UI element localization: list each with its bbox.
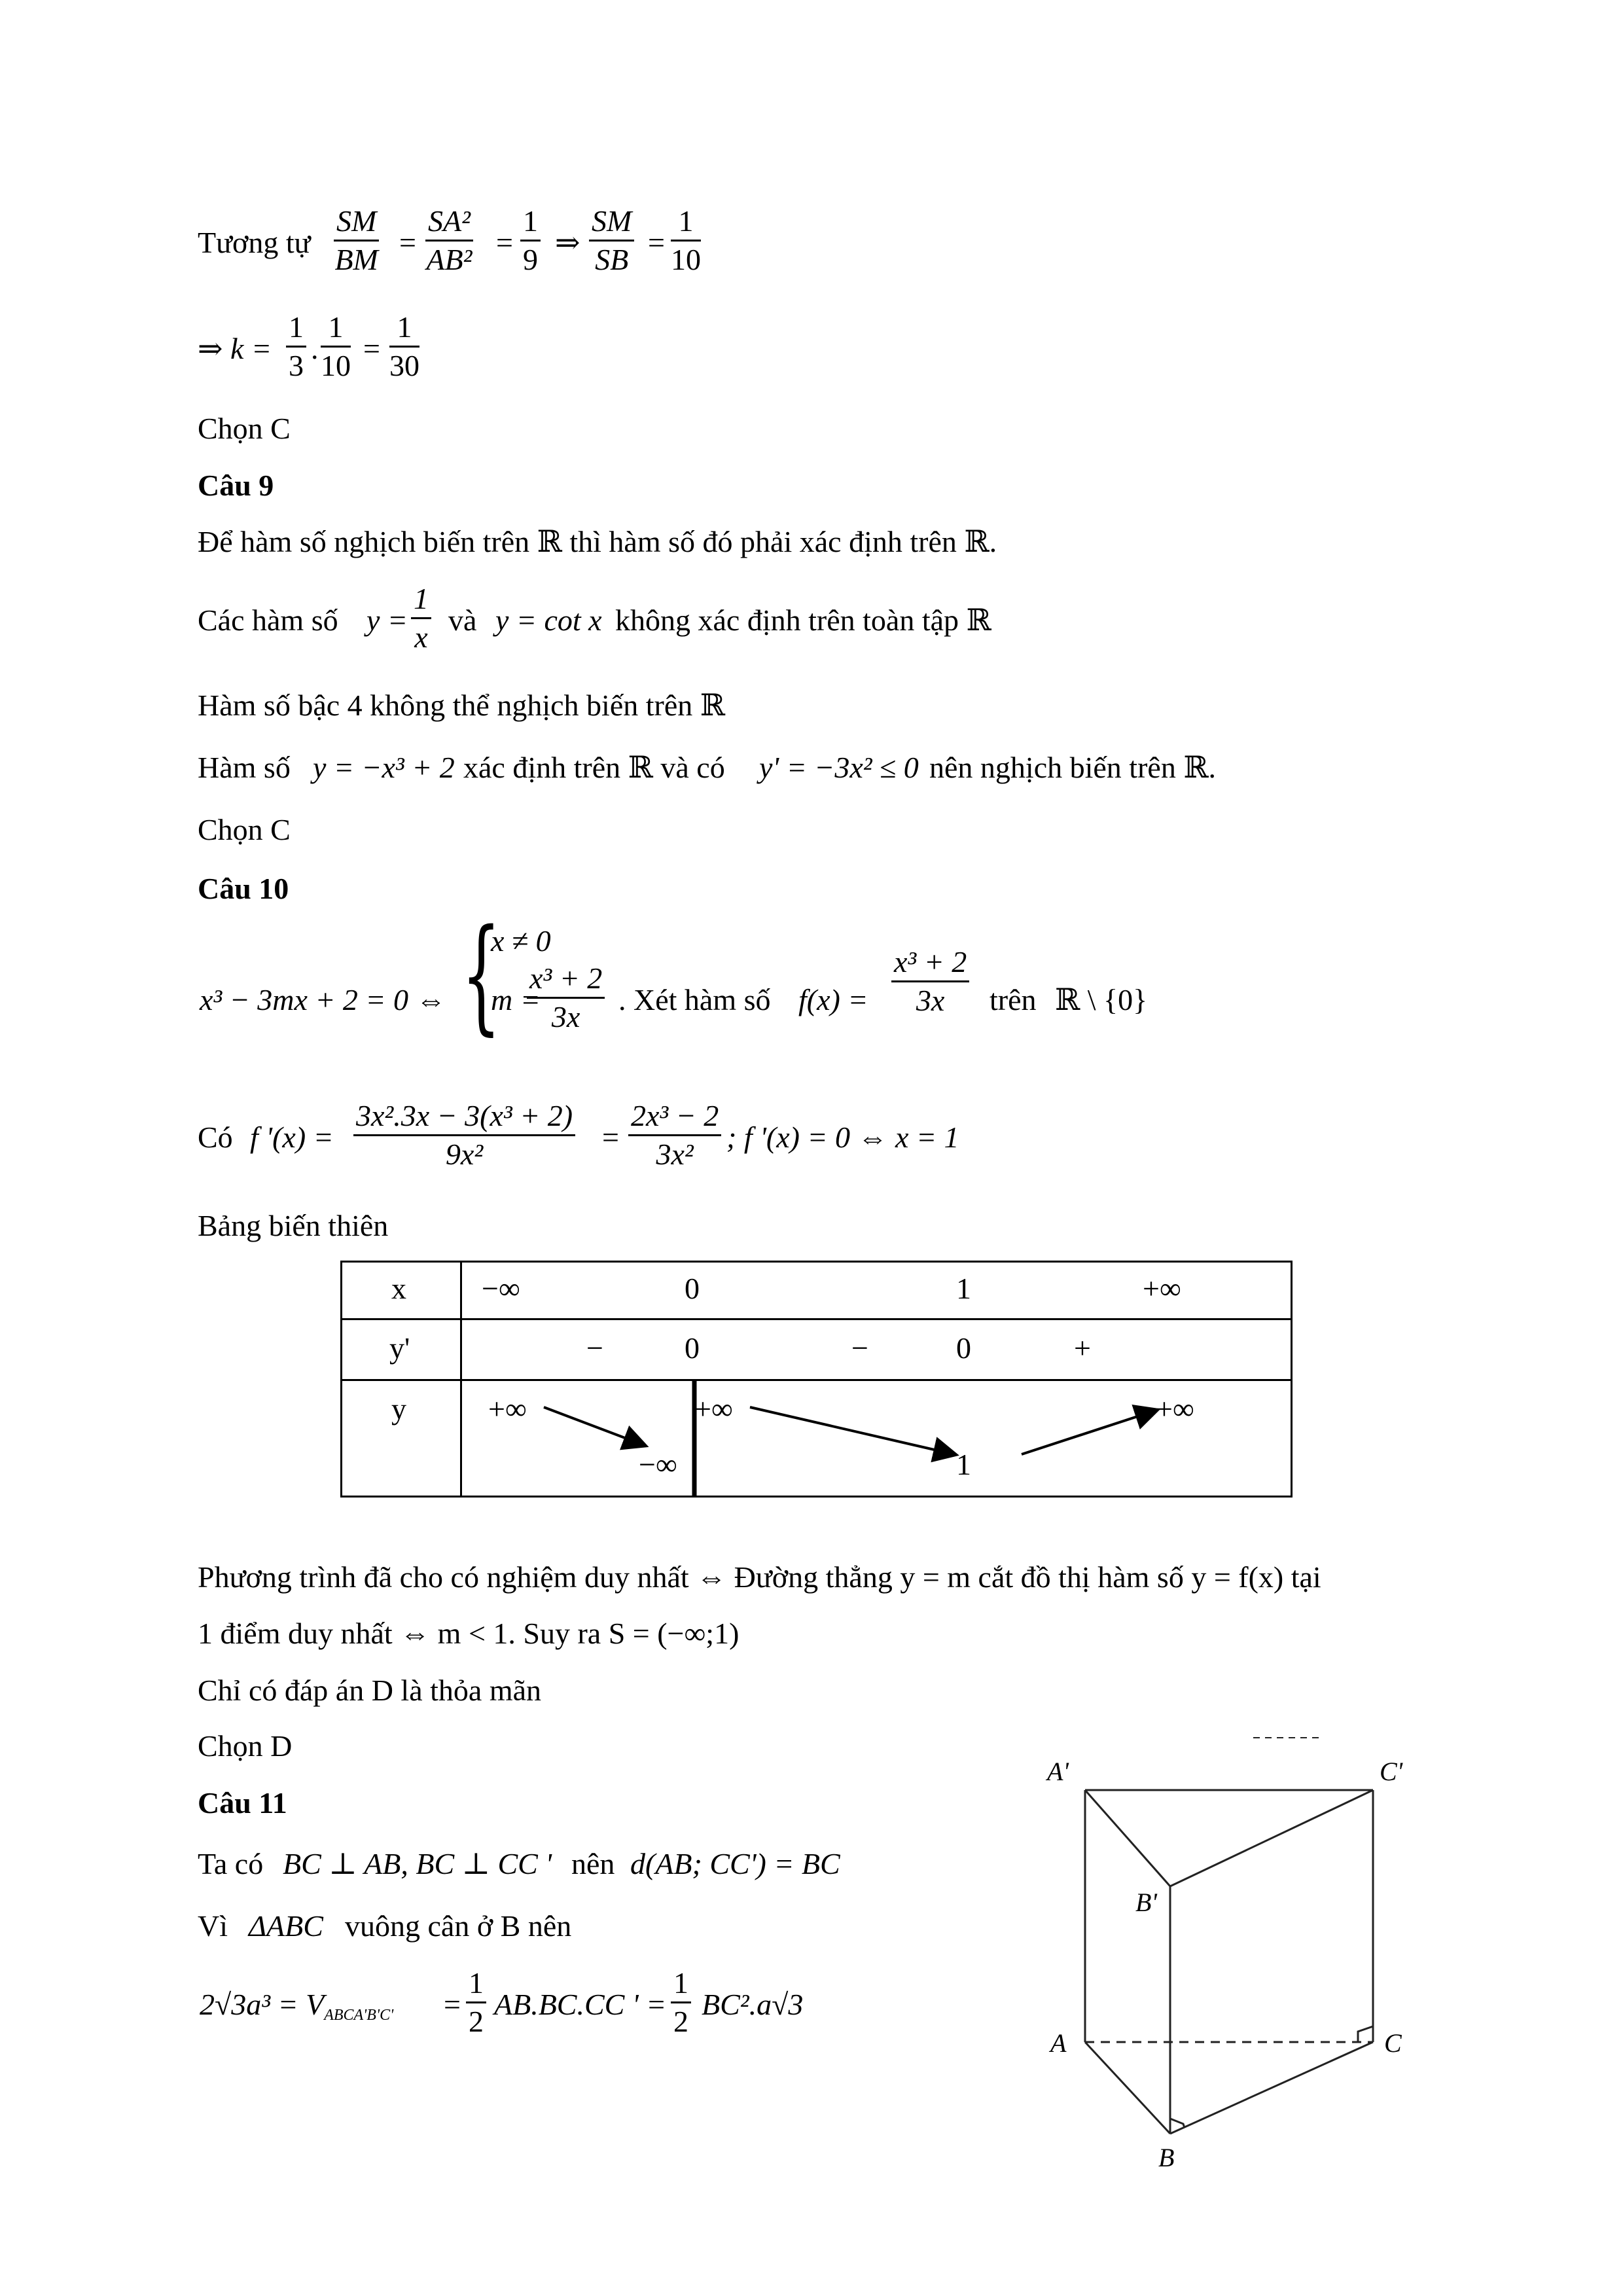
frac-1-10: $\frac{1}{10}$ xyxy=(671,204,701,276)
right-angle-c xyxy=(1358,2026,1373,2042)
cau11-p1-mid: nên xyxy=(571,1847,615,1880)
arrow-down-2 xyxy=(750,1407,954,1454)
frac-1-9: $\frac{1}{9}$ xyxy=(520,203,541,278)
x-zero: 0 xyxy=(685,1272,700,1305)
right-angle-b xyxy=(1170,2119,1185,2128)
x-pos-inf: +∞ xyxy=(1143,1272,1181,1305)
cau9-p2-y: y = xyxy=(366,603,408,637)
label-c: C xyxy=(1384,2028,1402,2058)
edge-a-b xyxy=(1085,2042,1170,2134)
k-expression: ⇒ k = xyxy=(198,332,272,365)
frac-half-1: $\frac{1}{2}$ xyxy=(466,1965,486,2040)
cau11-p1-d: d(AB; CC') = BC xyxy=(630,1847,840,1880)
cau9-p3: Hàm số bậc 4 không thể nghịch biến trên ℝ xyxy=(198,689,725,722)
eq-sign: = xyxy=(363,332,380,365)
yp-zero2: 0 xyxy=(956,1331,971,1365)
arrow-down-1 xyxy=(544,1407,644,1445)
frac-1-10: $\frac{1}{10}$ xyxy=(321,310,351,382)
cau9-heading: Câu 9 xyxy=(198,469,274,502)
frac-1-x: $\frac{1}{x}$ xyxy=(411,581,431,656)
label-ap: A' xyxy=(1047,1757,1069,1786)
cau11-p3-mid: AB.BC.CC ' = xyxy=(494,1988,667,2021)
cau9-p4-post: nên nghịch biến trên ℝ. xyxy=(929,751,1217,784)
cau9-p2-cot: y = cot x xyxy=(495,603,602,637)
cau10-heading: Câu 10 xyxy=(198,872,289,905)
cau10-co: Có xyxy=(198,1121,233,1154)
system-brace: { xyxy=(461,903,501,1047)
y-a: +∞ xyxy=(488,1392,527,1426)
eq-sign: = xyxy=(648,226,665,259)
cau11-p1-pre: Ta có xyxy=(198,1847,264,1880)
variation-arrows xyxy=(462,1381,1293,1496)
x-one: 1 xyxy=(956,1272,971,1305)
cau11-p3-end: BC².a√3 xyxy=(702,1988,804,2021)
cau10-xet: . Xét hàm số xyxy=(618,983,771,1016)
row-y-label: y xyxy=(391,1392,406,1426)
cau10-fp: f '(x) = xyxy=(250,1121,334,1154)
cau10-root: ; f '(x) = 0 ⇔ x = 1 xyxy=(726,1121,959,1154)
eq-sign: = xyxy=(444,1988,461,2021)
x-neg-inf: −∞ xyxy=(482,1272,520,1305)
cau9-p4-pre: Hàm số xyxy=(198,751,291,784)
row-x-label: x xyxy=(391,1272,406,1305)
sys-line2-lhs: m = xyxy=(491,983,541,1016)
frac-fx: $\frac{\text{x³ + 2}}{3x}$ xyxy=(891,944,969,1019)
tuong-tu-label: Tương tự xyxy=(198,226,311,259)
row-yp-label: y' xyxy=(389,1331,410,1365)
cau11-p2-pre: Vì xyxy=(198,1909,228,1943)
eq-sign: = xyxy=(496,226,513,259)
frac-1-30: $\frac{1}{30}$ xyxy=(389,310,419,382)
edge-ap-bp xyxy=(1085,1790,1170,1886)
label-bp: B' xyxy=(1135,1888,1157,1917)
cau9-p4-mid: xác định trên ℝ và có xyxy=(463,751,725,784)
eq-sign: = xyxy=(399,226,416,259)
edge-b-c xyxy=(1170,2042,1373,2134)
label-a: A xyxy=(1050,2028,1067,2058)
cau10-domain: ℝ \ {0} xyxy=(1055,983,1148,1016)
cau9-p2-pre: Các hàm số xyxy=(198,603,338,637)
frac-half-2: $\frac{1}{2}$ xyxy=(671,1965,691,2040)
y-c: +∞ xyxy=(694,1392,733,1426)
yp-zero1: 0 xyxy=(685,1331,700,1365)
cau10-fx: f(x) = xyxy=(798,983,868,1016)
cau11-heading: Câu 11 xyxy=(198,1786,287,1820)
label-cp: C' xyxy=(1380,1757,1403,1786)
cau9-p4-eq: y = −x³ + 2 xyxy=(313,751,455,784)
cau9-chon: Chọn C xyxy=(198,813,291,846)
implies-arrow: ⇒ xyxy=(555,226,580,259)
frac-fp: $\frac{\text{3x².3x − 3(x³ + 2)}}{\text{9x²}}$ xyxy=(353,1098,575,1173)
chon-c-1: Chọn C xyxy=(198,412,291,445)
sys-line1: x ≠ 0 xyxy=(491,924,551,958)
label-b: B xyxy=(1158,2143,1175,2172)
bbt-title: Bảng biến thiên xyxy=(198,1209,389,1242)
cau11-p2-math: ΔABC xyxy=(249,1909,323,1943)
yp-sign2: − xyxy=(851,1331,868,1365)
cau9-p1: Để hàm số nghịch biến trên ℝ thì hàm số đó phải xác định trên ℝ. xyxy=(198,525,997,558)
prism-figure xyxy=(1021,1715,1479,2173)
dot: . xyxy=(311,332,319,365)
eq-sign: = xyxy=(602,1121,619,1154)
frac-sa2-ab2: $\frac{\text{SA²}}{\text{AB²}}$ xyxy=(426,204,473,276)
frac-fp2: $\frac{\text{2x³ − 2}}{\text{3x²}}$ xyxy=(628,1098,721,1173)
frac-sm-bm: $\frac{SM}{BM}$ xyxy=(334,204,378,276)
cau10-p1: Phương trình đã cho có nghiệm duy nhất ⇔ Đường thẳng y = m cắt đồ thị hàm số y = f(x) tại xyxy=(198,1560,1321,1594)
cau11-p3-left: $2√3a^3 = V_{ABCA'B'C'}$ xyxy=(200,1988,394,2024)
cau10-p3: Chỉ có đáp án D là thỏa mãn xyxy=(198,1674,542,1707)
yp-sign3: + xyxy=(1074,1331,1091,1365)
variation-table xyxy=(340,1261,1293,1498)
cau9-p4-der: y' = −3x² ≤ 0 xyxy=(759,751,919,784)
cau10-p2: 1 điểm duy nhất ⇔ m < 1. Suy ra S = (−∞;1) xyxy=(198,1617,740,1650)
cau11-p1-math: BC ⊥ AB, BC ⊥ CC ' xyxy=(283,1847,552,1880)
edge-bp-cp xyxy=(1170,1790,1373,1886)
yp-sign1: − xyxy=(586,1331,603,1365)
y-d: 1 xyxy=(956,1448,971,1481)
arrow-up-1 xyxy=(1022,1410,1156,1454)
y-b: −∞ xyxy=(639,1448,677,1481)
frac-sm-sb: $\frac{SM}{SB}$ xyxy=(589,203,634,278)
cau9-p2-post: không xác định trên toàn tập ℝ xyxy=(615,603,991,637)
cau10-chon: Chọn D xyxy=(198,1729,293,1763)
frac-sys: $\frac{\text{x³ + 2}}{3x}$ xyxy=(527,960,605,1035)
y-e: +∞ xyxy=(1156,1392,1194,1426)
cau9-p2-mid: và xyxy=(448,603,477,637)
cau11-p2-post: vuông cân ở B nên xyxy=(345,1909,572,1943)
cau10-eq-left: x³ − 3mx + 2 = 0 ⇔ xyxy=(200,983,446,1016)
cau10-tren: trên xyxy=(990,983,1037,1016)
frac-1-3: $\frac{1}{3}$ xyxy=(286,309,306,384)
